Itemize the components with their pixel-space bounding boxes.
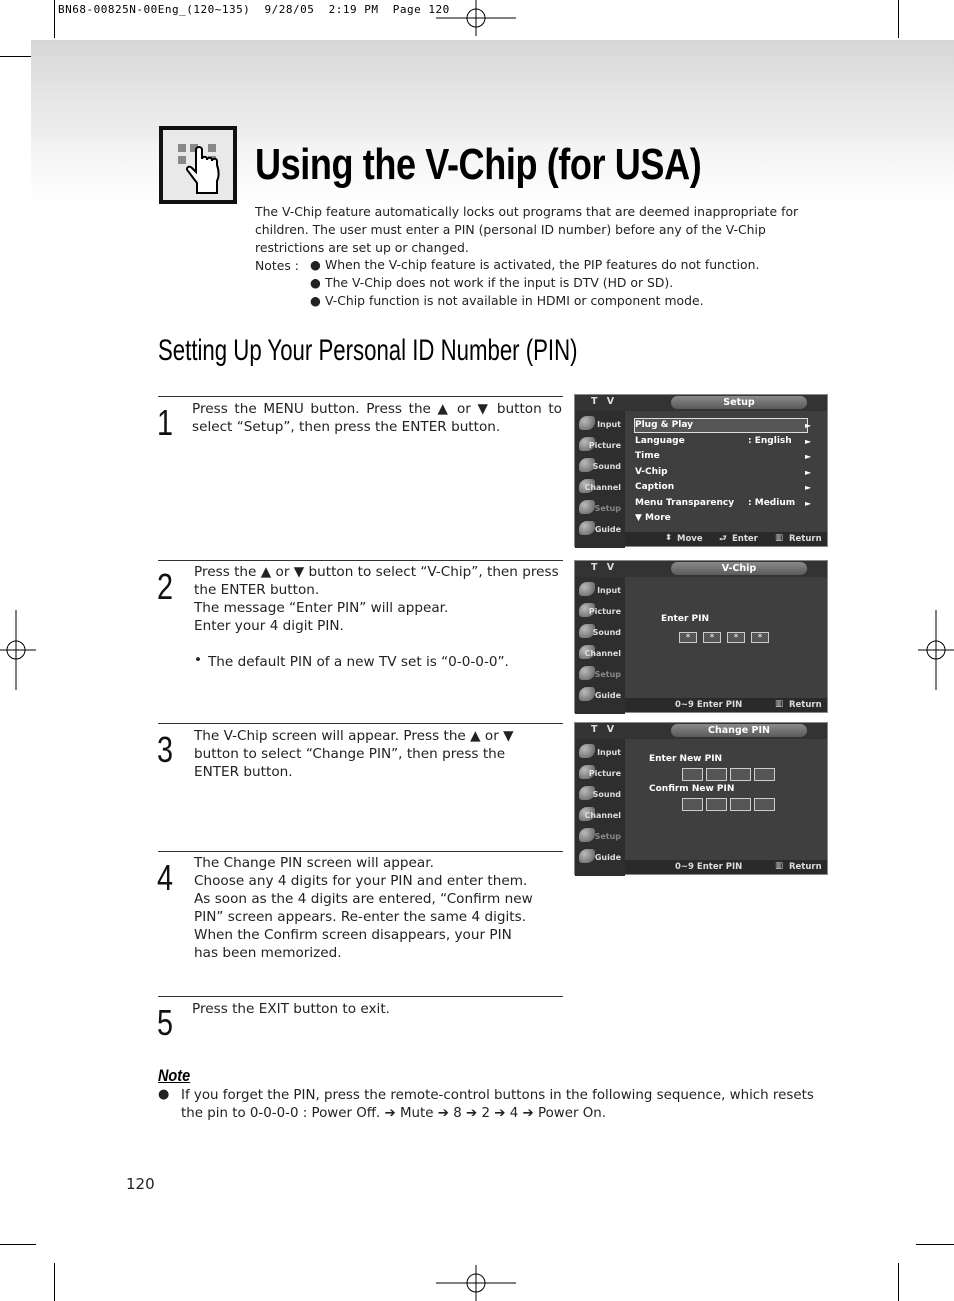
- step-text: Press the MENU button. Press the ▲ or ▼ button to select “Setup”, then press the ENTER button.: [192, 401, 562, 435]
- note-text: If you forget the PIN, press the remote-control buttons in the following sequence, which resets the pin to 0-0-0-0 : Power Off. ➔ Mute ➔ 8 ➔ 2 ➔ 4 ➔ Power On.: [181, 1088, 814, 1121]
- return-icon: ▥: [775, 533, 784, 543]
- pin-digit[interactable]: *: [751, 632, 769, 643]
- menu-body: [625, 411, 827, 534]
- intro-paragraph: The V-Chip feature automatically locks out programs that are deemed inappropriate for children. The user must enter a PIN (personal ID number) before any of the V-Chip restrictions are set up or changed.: [255, 204, 799, 255]
- note-heading: Note: [158, 1066, 191, 1085]
- confirm-pin-digit[interactable]: [730, 798, 751, 811]
- tv-label: T V: [591, 396, 618, 407]
- tv-label: T V: [591, 562, 618, 573]
- sidebar-item-setup[interactable]: Setup: [577, 664, 623, 683]
- menu-item-more[interactable]: ▼ More: [635, 513, 671, 523]
- print-slug: BN68-00825N-00Eng_(120~135) 9/28/05 2:19 PM Page 120: [58, 3, 450, 16]
- step-divider: [158, 560, 563, 561]
- return-hint: Return: [789, 862, 822, 872]
- sidebar-item-picture[interactable]: Picture: [577, 601, 623, 620]
- guide-icon: [579, 849, 595, 863]
- confirm-pin-label: Confirm New PIN: [649, 784, 735, 794]
- step-number: 2: [157, 566, 174, 607]
- step-text: [194, 854, 560, 962]
- menu-title: Change PIN: [671, 724, 807, 737]
- tv-screen-change-pin: [574, 722, 828, 875]
- step-text: [194, 563, 562, 671]
- sidebar-item-guide[interactable]: Guide: [577, 685, 623, 704]
- new-pin-digit[interactable]: [682, 768, 703, 781]
- sidebar-item-guide[interactable]: Guide: [577, 519, 623, 538]
- step-bullet: • The default PIN of a new TV set is “0-0-0-0”.: [194, 652, 509, 670]
- step-number: 3: [157, 729, 174, 770]
- input-icon: [579, 582, 595, 596]
- step-text: Press the EXIT button to exit.: [192, 1001, 390, 1017]
- crop-mark: [916, 1244, 954, 1245]
- confirm-pin-digit[interactable]: [706, 798, 727, 811]
- sidebar-item-picture[interactable]: Picture: [577, 435, 623, 454]
- step-line: As soon as the 4 digits are entered, “Confirm new PIN” screen appears. Re-enter the same 4 digits.: [194, 891, 533, 925]
- menu-footer: [625, 860, 827, 874]
- new-pin-digit[interactable]: [754, 768, 775, 781]
- crop-mark: [54, 0, 55, 38]
- step-divider: [158, 996, 563, 997]
- crop-mark: [898, 1263, 899, 1301]
- note-bullet: ●: [158, 1087, 170, 1102]
- confirm-pin-digit[interactable]: [682, 798, 703, 811]
- sidebar-item-setup[interactable]: Setup: [577, 498, 623, 517]
- menu-footer: [625, 698, 827, 712]
- step-number: 4: [157, 857, 174, 898]
- enter-icon: ⮐: [719, 534, 727, 544]
- sidebar-item-input[interactable]: Input: [577, 414, 623, 433]
- sidebar-item-input[interactable]: Input: [577, 742, 623, 761]
- step-number: 5: [157, 1002, 174, 1043]
- menu-body: [625, 739, 827, 862]
- pin-hint: 0~9 Enter PIN: [675, 700, 743, 710]
- setup-icon: [579, 500, 595, 514]
- input-icon: [579, 744, 595, 758]
- menu-body: [625, 577, 827, 700]
- header-band: [31, 40, 954, 140]
- step-line: Choose any 4 digits for your PIN and enter them.: [194, 873, 528, 889]
- sidebar-item-sound[interactable]: Sound: [577, 784, 623, 803]
- sidebar-item-guide[interactable]: Guide: [577, 847, 623, 866]
- menu-item-time[interactable]: Time ►: [635, 451, 812, 461]
- hand-pointer-icon: [159, 126, 237, 204]
- move-hint: Move: [677, 534, 703, 544]
- notes-label: Notes :: [255, 258, 299, 273]
- new-pin-digit[interactable]: [706, 768, 727, 781]
- menu-sidebar: [575, 411, 625, 548]
- section-heading: Setting Up Your Personal ID Number (PIN): [158, 334, 578, 367]
- sidebar-item-picture[interactable]: Picture: [577, 763, 623, 782]
- tv-screen-vchip: [574, 560, 828, 713]
- menu-footer: [625, 532, 827, 546]
- step-number: 1: [157, 402, 174, 443]
- registration-mark: [0, 610, 36, 690]
- menu-item-plug-play[interactable]: Plug & Play ►: [635, 420, 812, 430]
- tv-screen-setup: [574, 394, 828, 547]
- step-divider: [158, 396, 563, 397]
- menu-title: Setup: [671, 396, 807, 409]
- move-icon: ⬍: [665, 533, 673, 543]
- menu-item-language[interactable]: Language : English ►: [635, 436, 812, 446]
- new-pin-label: Enter New PIN: [649, 754, 723, 764]
- menu-item-vchip[interactable]: V-Chip ►: [635, 467, 812, 477]
- setup-icon: [579, 828, 595, 842]
- menu-item-caption[interactable]: Caption ►: [635, 482, 812, 492]
- pin-digit[interactable]: *: [703, 632, 721, 643]
- step-line: The Change PIN screen will appear.: [194, 855, 434, 871]
- input-icon: [579, 416, 595, 430]
- crop-mark: [54, 1263, 55, 1301]
- guide-icon: [579, 521, 595, 535]
- enter-hint: Enter: [732, 534, 758, 544]
- registration-mark: [918, 610, 954, 690]
- page-number: 120: [126, 1175, 155, 1193]
- crop-mark: [898, 0, 899, 38]
- pin-digit[interactable]: *: [727, 632, 745, 643]
- enter-pin-label: Enter PIN: [661, 614, 710, 624]
- step-divider: [158, 851, 563, 852]
- step-line: Press the ▲ or ▼ button to select “V-Chip”, then press the ENTER button.: [194, 564, 559, 598]
- pin-digit[interactable]: *: [679, 632, 697, 643]
- crop-mark: [0, 1244, 36, 1245]
- new-pin-digit[interactable]: [730, 768, 751, 781]
- sidebar-item-setup[interactable]: Setup: [577, 826, 623, 845]
- sidebar-item-channel[interactable]: Channel: [577, 643, 623, 662]
- step-text: The V-Chip screen will appear. Press the ▲ or ▼ button to select “Change PIN”, then press the ENTER button.: [194, 728, 514, 780]
- return-hint: Return: [789, 700, 822, 710]
- return-hint: Return: [789, 534, 822, 544]
- return-icon: ▥: [775, 699, 784, 709]
- sidebar-item-channel[interactable]: Channel: [577, 805, 623, 824]
- tv-label: T V: [591, 724, 618, 735]
- menu-sidebar: [575, 739, 625, 876]
- setup-icon: [579, 666, 595, 680]
- menu-sidebar: [575, 577, 625, 714]
- sidebar-item-sound[interactable]: Sound: [577, 622, 623, 641]
- step-line: Enter your 4 digit PIN.: [194, 618, 344, 634]
- step-line: The message “Enter PIN” will appear.: [194, 600, 449, 616]
- guide-icon: [579, 687, 595, 701]
- page-title: Using the V-Chip (for USA): [255, 140, 702, 189]
- pin-hint: 0~9 Enter PIN: [675, 862, 743, 872]
- menu-title: V-Chip: [671, 562, 807, 575]
- sidebar-item-channel[interactable]: Channel: [577, 477, 623, 496]
- confirm-pin-digit[interactable]: [754, 798, 775, 811]
- step-divider: [158, 723, 563, 724]
- step-line: When the Confirm screen disappears, your PIN has been memorized.: [194, 927, 512, 961]
- sidebar-item-sound[interactable]: Sound: [577, 456, 623, 475]
- sidebar-item-input[interactable]: Input: [577, 580, 623, 599]
- menu-item-menu-transparency[interactable]: Menu Transparency : Medium ►: [635, 498, 812, 508]
- return-icon: ▥: [775, 861, 784, 871]
- registration-mark: [436, 1265, 516, 1301]
